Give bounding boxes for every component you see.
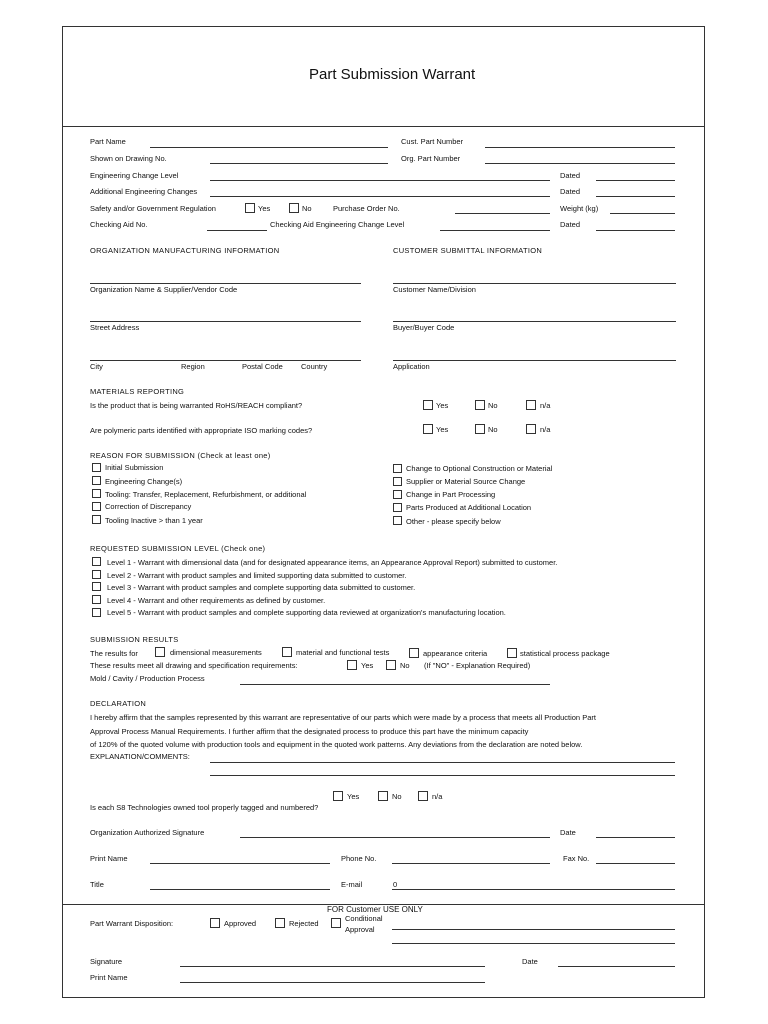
level-checkbox[interactable] [92, 595, 101, 604]
application-label: Application [393, 362, 430, 371]
reason-checkbox[interactable] [92, 463, 101, 472]
q1-no-label: No [488, 401, 498, 410]
checking-aid-label: Checking Aid No. [90, 220, 148, 229]
level-checkbox[interactable] [92, 608, 101, 617]
org-name-field[interactable] [90, 283, 361, 284]
reason-checkbox[interactable] [393, 464, 402, 473]
approval-label: Approval [345, 925, 375, 934]
material-tests-label: material and functional tests [296, 648, 390, 657]
reason-checkbox[interactable] [393, 503, 402, 512]
explanation-label: EXPLANATION/COMMENTS: [90, 752, 190, 761]
eng-change-level-field[interactable] [210, 180, 550, 181]
weight-field[interactable] [610, 213, 675, 214]
dimensional-label: dimensional measurements [170, 648, 262, 657]
level-item: Level 3 - Warrant with product samples and complete supporting data submitted to customer. [107, 583, 416, 592]
materials-heading: MATERIALS REPORTING [90, 387, 185, 396]
part-name-label: Part Name [90, 137, 126, 146]
level-item: Level 2 - Warrant with product samples and limited supporting data submitted to customer. [107, 571, 407, 580]
email-label: E-mail [341, 880, 363, 889]
if-no-note: (If "NO" - Explanation Required) [424, 661, 531, 670]
signature-label: Organization Authorized Signature [90, 828, 205, 837]
tooling-yes-label: Yes [347, 792, 360, 801]
results-heading: SUBMISSION RESULTS [90, 635, 179, 644]
page-title: Part Submission Warrant [309, 66, 476, 83]
reason-checkbox[interactable] [92, 515, 101, 524]
rejected-label: Rejected [289, 919, 319, 928]
dated-label-1: Dated [560, 171, 581, 180]
reason-checkbox[interactable] [92, 502, 101, 511]
dated-field-1[interactable] [596, 180, 675, 181]
signature-date-label: Date [560, 828, 576, 837]
cust-print-name-label: Print Name [90, 973, 128, 982]
header-divider [62, 126, 705, 127]
cust-signature-field[interactable] [180, 966, 485, 967]
mold-field[interactable] [240, 684, 550, 685]
tooling-question: Is each S8 Technologies owned tool properly tagged and numbered? [90, 803, 319, 812]
dated-label-3: Dated [560, 220, 581, 229]
q1-no-checkbox[interactable] [475, 400, 485, 410]
level-checkbox[interactable] [92, 582, 101, 591]
dimensional-checkbox[interactable] [155, 647, 165, 657]
checking-aid-level-label: Checking Aid Engineering Change Level [270, 220, 405, 229]
explanation-field-2[interactable] [210, 775, 675, 776]
reason-item: Change in Part Processing [406, 490, 496, 499]
q1-na-checkbox[interactable] [526, 400, 536, 410]
reason-item: Other - please specify below [406, 517, 501, 526]
tooling-na-label: n/a [432, 792, 443, 801]
org-part-number-field[interactable] [485, 163, 675, 164]
purchase-order-label: Purchase Order No. [333, 204, 400, 213]
conditional-checkbox[interactable] [331, 918, 341, 928]
phone-field[interactable] [392, 863, 550, 864]
dated-field-3[interactable] [596, 230, 675, 231]
cust-name-label: Customer Name/Division [393, 285, 476, 294]
cust-info-heading: CUSTOMER SUBMITTAL INFORMATION [393, 246, 543, 255]
cust-signature-label: Signature [90, 957, 123, 966]
cust-part-number-field[interactable] [485, 147, 675, 148]
level-checkbox[interactable] [92, 557, 101, 566]
title-field[interactable] [150, 889, 330, 890]
reason-item: Parts Produced at Additional Location [406, 503, 532, 512]
customer-use-heading: FOR Customer USE ONLY [327, 905, 423, 914]
dated-field-2[interactable] [596, 196, 675, 197]
reason-item: Engineering Change(s) [105, 477, 183, 486]
disposition-label: Part Warrant Disposition: [90, 919, 174, 928]
statistical-label: statistical process package [520, 649, 610, 658]
q1-yes-label: Yes [436, 401, 449, 410]
shown-on-drawing-label: Shown on Drawing No. [90, 154, 167, 163]
reason-checkbox[interactable] [92, 489, 101, 498]
city-label: City [90, 362, 103, 371]
rejected-checkbox[interactable] [275, 918, 285, 928]
reason-item: Tooling: Transfer, Replacement, Refurbishment, or additional [105, 490, 307, 499]
weight-label: Weight (kg) [560, 204, 599, 213]
print-name-field[interactable] [150, 863, 330, 864]
checking-aid-field[interactable] [207, 230, 267, 231]
fax-label: Fax No. [563, 854, 590, 863]
q2-no-checkbox[interactable] [475, 424, 485, 434]
signature-date-field[interactable] [596, 837, 675, 838]
buyer-label: Buyer/Buyer Code [393, 323, 455, 332]
approved-label: Approved [224, 919, 257, 928]
purchase-order-field[interactable] [455, 213, 550, 214]
org-name-label: Organization Name & Supplier/Vendor Code [90, 285, 238, 294]
buyer-field[interactable] [393, 321, 676, 322]
application-field[interactable] [393, 360, 676, 361]
mold-label: Mold / Cavity / Production Process [90, 674, 205, 683]
q2-yes-label: Yes [436, 425, 449, 434]
street-label: Street Address [90, 323, 140, 332]
reason-item: Supplier or Material Source Change [406, 477, 526, 486]
level-item: Level 4 - Warrant and other requirements as defined by customer. [107, 596, 326, 605]
city-field[interactable] [90, 360, 361, 361]
print-name-label: Print Name [90, 854, 128, 863]
safety-reg-label: Safety and/or Government Regulation [90, 204, 216, 213]
org-part-number-label: Org. Part Number [401, 154, 461, 163]
drawing-number-field[interactable] [210, 163, 388, 164]
part-name-field[interactable] [150, 147, 388, 148]
safety-no-checkbox[interactable] [289, 203, 299, 213]
q2-na-checkbox[interactable] [526, 424, 536, 434]
additional-eng-changes-field[interactable] [210, 196, 550, 197]
tooling-na-checkbox[interactable] [418, 791, 428, 801]
results-for-label: The results for [90, 649, 138, 658]
q1-yes-checkbox[interactable] [423, 400, 433, 410]
declaration-line-3: of 120% of the quoted volume with production tools and equipment in the quoted work patterns. Any deviations from the declaration are noted below. [90, 740, 583, 749]
declaration-line-2: Approval Process Manual Requirements. I further affirm that the designated process to produce this part have the minimum capacity [90, 727, 529, 736]
tooling-yes-checkbox[interactable] [333, 791, 343, 801]
country-label: Country [301, 362, 328, 371]
declaration-line-1: I hereby affirm that the samples represented by this warrant are representative of our parts which were made by a process that meets all Production Part [90, 713, 596, 722]
meet-no-label: No [400, 661, 410, 670]
meet-yes-label: Yes [361, 661, 374, 670]
appearance-label: appearance criteria [423, 649, 488, 658]
cust-part-number-label: Cust. Part Number [401, 137, 464, 146]
appearance-checkbox[interactable] [409, 648, 419, 658]
street-field[interactable] [90, 321, 361, 322]
safety-yes-checkbox[interactable] [245, 203, 255, 213]
reason-checkbox[interactable] [92, 476, 101, 485]
signature-field[interactable] [240, 837, 550, 838]
reason-item: Change to Optional Construction or Material [406, 464, 553, 473]
explanation-field-1[interactable] [210, 762, 675, 763]
level-item: Level 5 - Warrant with product samples and complete supporting data reviewed at organization's manufacturing location. [107, 608, 506, 617]
reason-heading: REASON FOR SUBMISSION (Check at least one) [90, 451, 271, 460]
tooling-no-checkbox[interactable] [378, 791, 388, 801]
safety-no-label: No [302, 204, 312, 213]
disposition-field-2[interactable] [392, 943, 675, 944]
safety-yes-label: Yes [258, 204, 271, 213]
statistical-checkbox[interactable] [507, 648, 517, 658]
postal-label: Postal Code [242, 362, 283, 371]
materials-q2: Are polymeric parts identified with appropriate ISO marking codes? [90, 426, 313, 435]
cust-date-field[interactable] [558, 966, 675, 967]
reason-item: Tooling Inactive > than 1 year [105, 516, 203, 525]
level-item: Level 1 - Warrant with dimensional data (and for designated appearance items, an Appearance Approval Report) submitted to customer. [107, 558, 558, 567]
phone-label: Phone No. [341, 854, 377, 863]
tooling-no-label: No [392, 792, 402, 801]
additional-eng-changes-label: Additional Engineering Changes [90, 187, 198, 196]
materials-q1: Is the product that is being warranted RoHS/REACH compliant? [90, 401, 303, 410]
email-value: 0 [393, 880, 398, 889]
reason-checkbox[interactable] [393, 516, 402, 525]
title-label: Title [90, 880, 104, 889]
region-label: Region [181, 362, 205, 371]
q1-na-label: n/a [540, 401, 551, 410]
reason-item: Initial Submission [105, 463, 164, 472]
eng-change-level-label: Engineering Change Level [90, 171, 179, 180]
cust-name-field[interactable] [393, 283, 676, 284]
cust-print-name-field[interactable] [180, 982, 485, 983]
reason-item: Correction of Discrepancy [105, 502, 192, 511]
approved-checkbox[interactable] [210, 918, 220, 928]
meet-yes-checkbox[interactable] [347, 660, 357, 670]
level-checkbox[interactable] [92, 570, 101, 579]
dated-label-2: Dated [560, 187, 581, 196]
reason-checkbox[interactable] [393, 477, 402, 486]
fax-field[interactable] [596, 863, 675, 864]
reason-checkbox[interactable] [393, 490, 402, 499]
q2-yes-checkbox[interactable] [423, 424, 433, 434]
org-info-heading: ORGANIZATION MANUFACTURING INFORMATION [90, 246, 280, 255]
disposition-field-1[interactable] [392, 929, 675, 930]
email-field[interactable] [392, 889, 675, 890]
checking-aid-level-field[interactable] [440, 230, 550, 231]
level-heading: REQUESTED SUBMISSION LEVEL (Check one) [90, 544, 266, 553]
meet-requirements-label: These results meet all drawing and specification requirements: [90, 661, 298, 670]
meet-no-checkbox[interactable] [386, 660, 396, 670]
cust-date-label: Date [522, 957, 538, 966]
conditional-label: Conditional [345, 914, 383, 923]
material-tests-checkbox[interactable] [282, 647, 292, 657]
q2-na-label: n/a [540, 425, 551, 434]
q2-no-label: No [488, 425, 498, 434]
declaration-heading: DECLARATION [90, 699, 147, 708]
